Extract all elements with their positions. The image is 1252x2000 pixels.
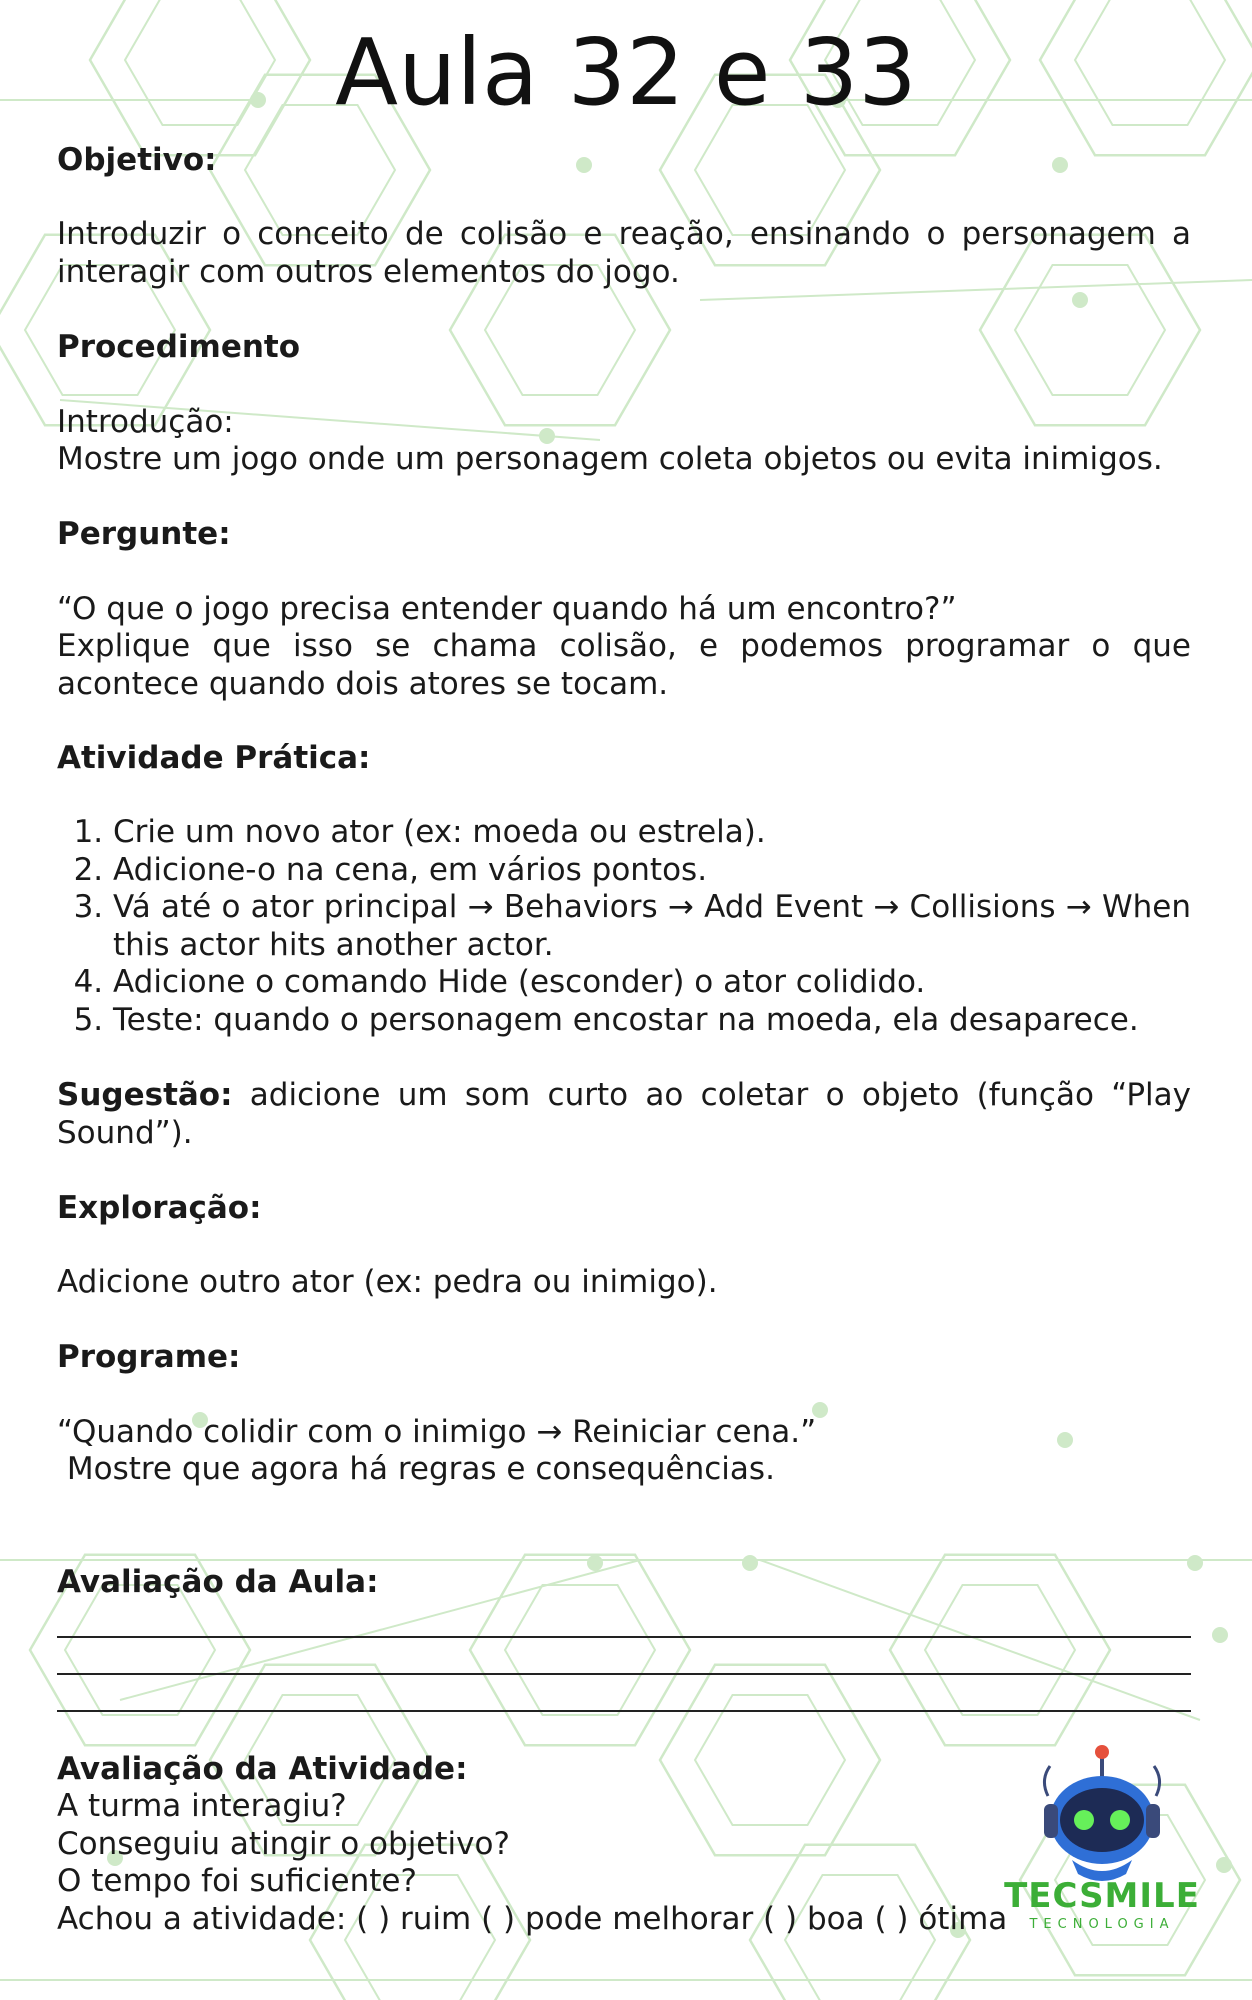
exploracao-text: Adicione outro ator (ex: pedra ou inimigo). [57,1264,718,1300]
sugestao-paragraph [57,1077,1191,1152]
answer-line[interactable] [57,1710,1191,1712]
list-item: 1. Crie um novo ator (ex: moeda ou estrela). [113,814,1191,852]
sugestao-label: Sugestão: [57,1077,233,1113]
sugestao-text: adicione um som curto ao coletar o objeto (função “Play Sound”). [57,1077,1191,1151]
introducao-text: Mostre um jogo onde um personagem coleta objetos ou evita inimigos. [57,441,1163,477]
list-item: 5. Teste: quando o personagem encostar na moeda, ela desaparece. [113,1002,1191,1040]
objetivo-heading: Objetivo: [57,142,217,178]
answer-line[interactable] [57,1673,1191,1675]
procedimento-heading: Procedimento [57,329,301,365]
avaliacao-atividade-heading: Avaliação da Atividade: [57,1751,468,1787]
avaliacao-question: A turma interagiu? [57,1788,347,1824]
programe-line-2: Mostre que agora há regras e consequências. [57,1451,775,1487]
avaliacao-question: O tempo foi suficiente? [57,1863,417,1899]
list-item: 3. Vá até o ator principal → Behaviors → Add Event → Collisions → When this actor hits another actor. [113,889,1191,964]
brand-logo-name: TECSMILE [1004,1876,1200,1916]
pergunte-question: “O que o jogo precisa entender quando há um encontro?” [57,591,957,627]
answer-line[interactable] [57,1636,1191,1638]
atividade-steps-list [57,814,1191,1039]
introducao-label: Introdução: [57,404,234,440]
atividade-heading: Atividade Prática: [57,740,371,776]
avaliacao-question: Conseguiu atingir o objetivo? [57,1826,510,1862]
brand-logo-subtitle: TECNOLOGIA [1029,1917,1175,1932]
exploracao-heading: Exploração: [57,1190,262,1226]
pergunte-explain: Explique que isso se chama colisão, e podemos programar o que acontece quando dois atores se tocam. [57,628,1191,702]
programe-line-1: “Quando colidir com o inimigo → Reiniciar cena.” [57,1414,817,1450]
programe-heading: Programe: [57,1339,241,1375]
pergunte-heading: Pergunte: [57,516,231,552]
list-item: 4. Adicione o comando Hide (esconder) o ator colidido. [113,964,1191,1002]
list-item: 2. Adicione-o na cena, em vários pontos. [113,852,1191,890]
avaliacao-aula-heading: Avaliação da Aula: [57,1564,379,1600]
objetivo-text: Introduzir o conceito de colisão e reação, ensinando o personagem a interagir com outros elementos do jogo. [57,216,1191,290]
avaliacao-question: Achou a atividade: ( ) ruim ( ) pode melhorar ( ) boa ( ) ótima [57,1901,1008,1937]
page-title: Aula 32 e 33 [335,19,917,126]
